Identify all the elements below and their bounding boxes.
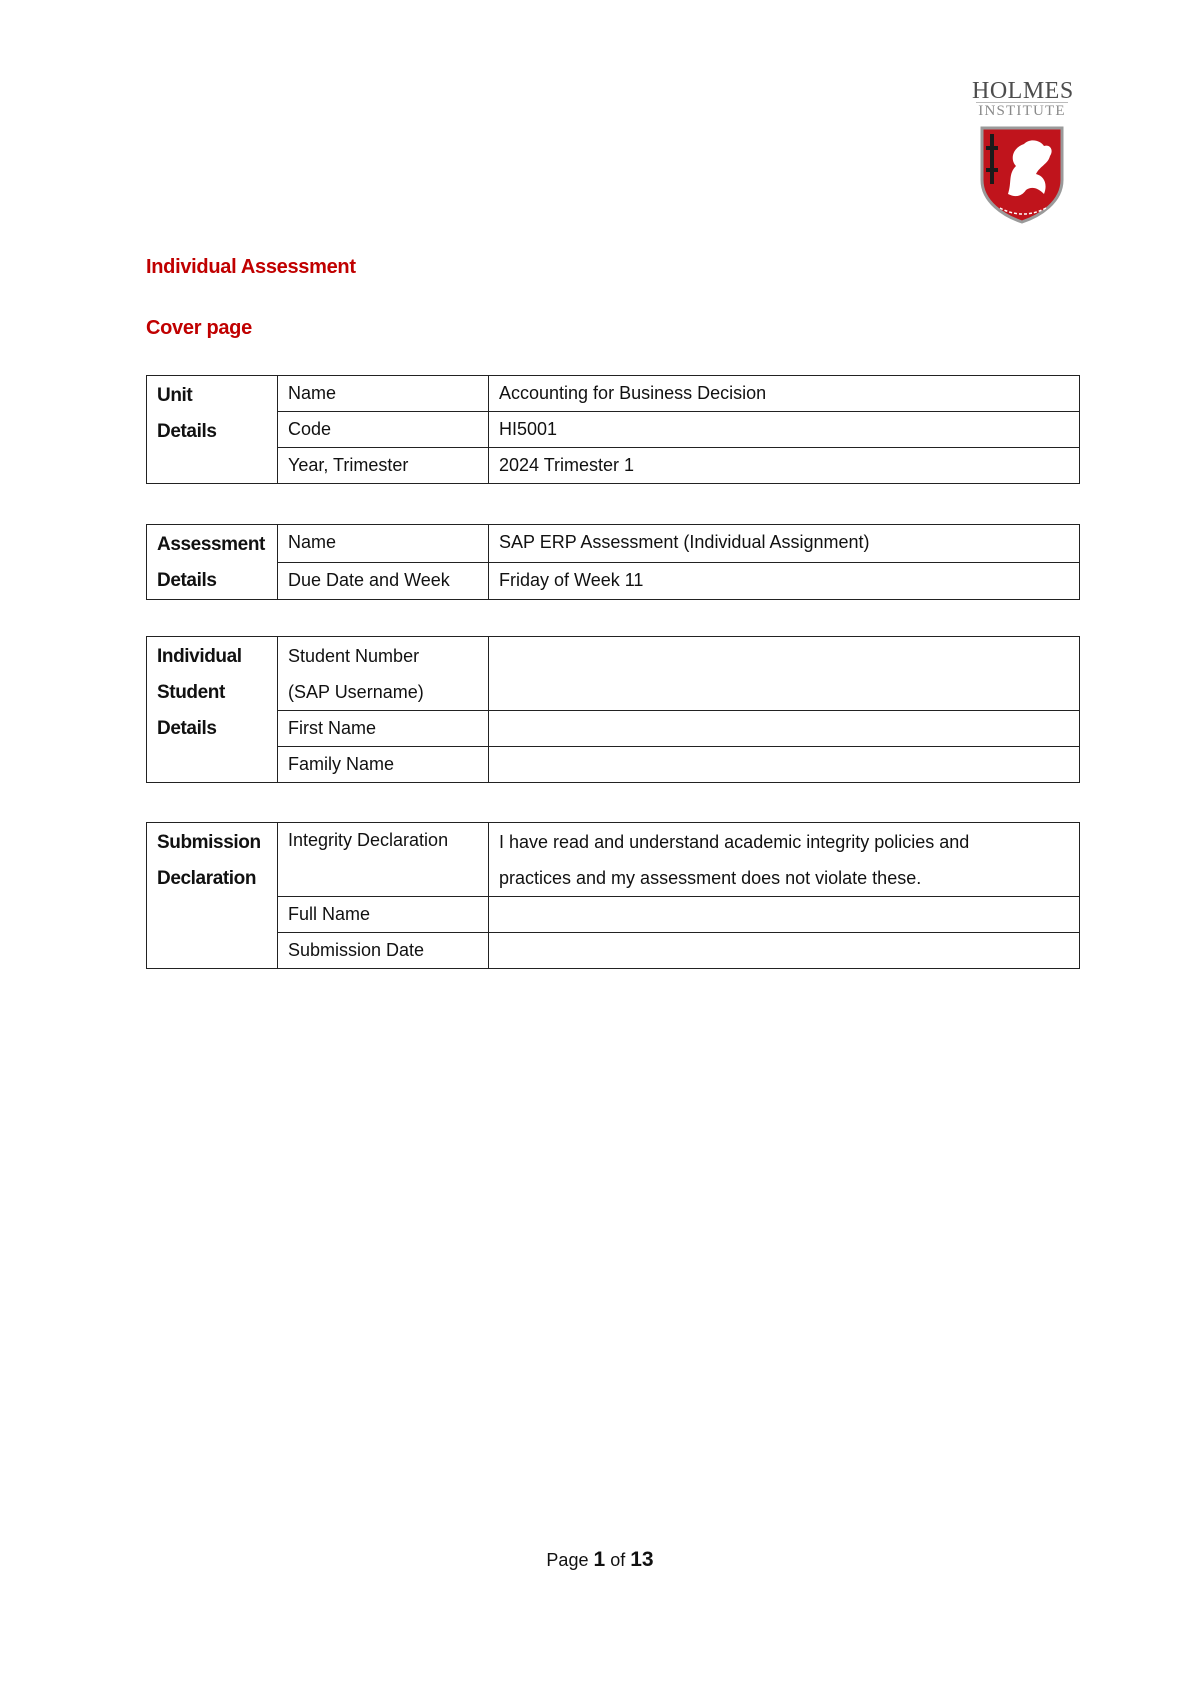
- integrity-declaration-text: I have read and understand academic integrity policies and practices and my assessment does not violate these.: [489, 823, 1080, 897]
- assessment-details-label: Assessment Details: [147, 525, 278, 600]
- page-prefix: Page: [546, 1550, 589, 1570]
- field-label: Family Name: [278, 747, 489, 783]
- field-label: Name: [278, 525, 489, 563]
- field-label: Integrity Declaration: [278, 823, 489, 897]
- page-of: of: [610, 1550, 626, 1570]
- field-value: SAP ERP Assessment (Individual Assignment): [489, 525, 1080, 563]
- assessment-details-table: [146, 524, 1080, 600]
- student-details-label: Individual Student Details: [147, 637, 278, 783]
- page-title: Individual Assessment: [146, 256, 356, 278]
- field-label: Submission Date: [278, 933, 489, 969]
- cover-page-heading: Cover page: [146, 317, 252, 339]
- field-label: Code: [278, 412, 489, 448]
- page-total: 13: [630, 1548, 654, 1571]
- unit-details-table: [146, 375, 1080, 484]
- griffin-crest-icon: [978, 124, 1066, 224]
- full-name-value[interactable]: [489, 897, 1080, 933]
- field-value: 2024 Trimester 1: [489, 448, 1080, 484]
- submission-date-value[interactable]: [489, 933, 1080, 969]
- field-value: HI5001: [489, 412, 1080, 448]
- field-label: First Name: [278, 711, 489, 747]
- family-name-value[interactable]: [489, 747, 1080, 783]
- field-value: Accounting for Business Decision: [489, 376, 1080, 412]
- page-footer: [0, 1548, 1200, 1572]
- student-details-table: [146, 636, 1080, 783]
- field-label: Due Date and Week: [278, 562, 489, 600]
- page-current: 1: [593, 1548, 606, 1571]
- first-name-value[interactable]: [489, 711, 1080, 747]
- logo-subtitle: INSTITUTE: [978, 103, 1066, 119]
- student-number-value[interactable]: [489, 637, 1080, 711]
- field-label: Year, Trimester: [278, 448, 489, 484]
- field-label: Full Name: [278, 897, 489, 933]
- field-label: Name: [278, 376, 489, 412]
- submission-declaration-label: Submission Declaration: [147, 823, 278, 969]
- holmes-logo: [972, 80, 1072, 230]
- student-number-label: Student Number (SAP Username): [278, 637, 489, 711]
- unit-details-label: Unit Details: [147, 376, 278, 484]
- logo-brand: HOLMES: [972, 78, 1074, 104]
- field-value: Friday of Week 11: [489, 562, 1080, 600]
- submission-declaration-table: [146, 822, 1080, 969]
